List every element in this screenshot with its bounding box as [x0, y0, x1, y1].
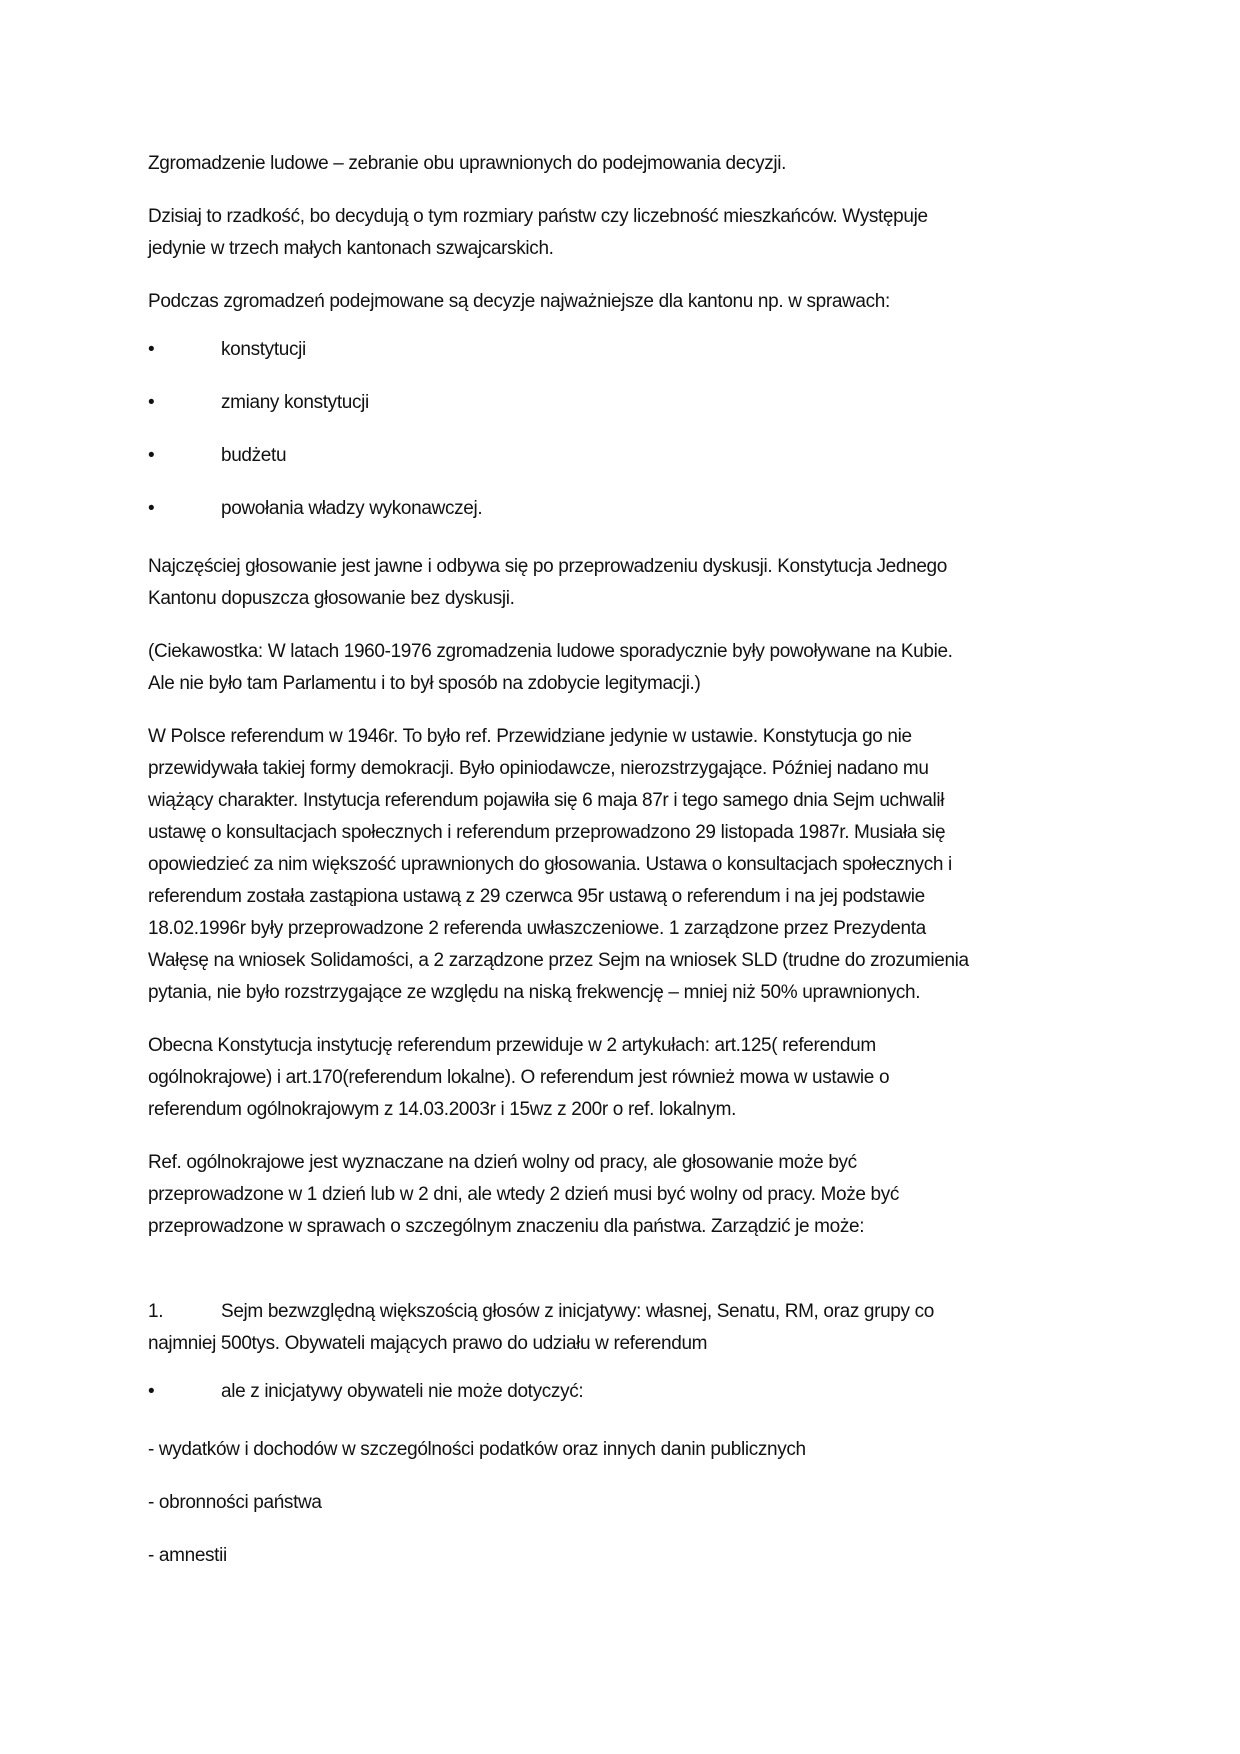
- dash-item: - amnestii: [148, 1545, 227, 1566]
- paragraph-constitution: Obecna Konstytucja instytucję referendum przewiduje w 2 artykułach: art.125( referendum ogólnokrajowe) i art.170(referendum lokalne). O referendum jest również mowa w ustawie o referendum ogólnokrajowym z 14.03.2003r i 15wz z 200r o ref. lokalnym.: [148, 1035, 890, 1120]
- list-item-restriction: • ale z inicjatywy obywateli nie może dotyczyć:: [148, 1381, 584, 1402]
- bullet-icon: •: [148, 392, 155, 413]
- paragraph-poland-history: W Polsce referendum w 1946r. To było ref. Przewidziane jedynie w ustawie. Konstytucja go nie przewidywała takiej formy demokracji. Było opiniodawcze, nierozstrzygające. Później nadano mu wiążący charakter. Instytucja referendum pojawiła się 6 maja 87r i tego samego dnia Sejm uchwalił ustawę o konsultacjach społecznych i referendum przeprowadzono 29 listopada 1987r. Musiała się opowiedzieć za nim większość uprawnionych do głosowania. Ustawa o konsultacjach społecznych i referendum została zastąpiona ustawą z 29 czerwca 95r ustawą o referendum i na jej podstawie 18.02.1996r były przeprowadzone 2 referenda uwłaszczeniowe. 1 zarządzone przez Prezydenta Wałęsę na wniosek Solidamości, a 2 zarządzone przez Sejm na wniosek SLD (trudne do zrozumienia pytania, nie było rozstrzygające ze względu na niską frekwencję – mniej niż 50% uprawnionych.: [148, 726, 969, 1003]
- numbered-item-sejm: 1. Sejm bezwzględną większością głosów z inicjatywy: własnej, Senatu, RM, oraz grupy co najmniej 500tys. Obywateli mających prawo do udziału w referendum: [148, 1296, 1088, 1360]
- dash-item: - obronności państwa: [148, 1492, 322, 1513]
- paragraph-trivia: (Ciekawostka: W latach 1960-1976 zgromadzenia ludowe sporadycznie były powoływane na Kubie. Ale nie było tam Parlamentu i to był sposób na zdobycie legitymacji.): [148, 641, 953, 694]
- number-marker: 1.: [148, 1301, 164, 1322]
- blank-line: [148, 1264, 1088, 1296]
- document-body: [148, 148, 1088, 1593]
- paragraph-rarity: Dzisiaj to rzadkość, bo decydują o tym rozmiary państw czy liczebność mieszkańców. Występuje jedynie w trzech małych kantonach szwajcarskich.: [148, 206, 928, 259]
- dash-item: - wydatków i dochodów w szczególności podatków oraz innych danin publicznych: [148, 1439, 806, 1460]
- paragraph-national-referendum: Ref. ogólnokrajowe jest wyznaczane na dzień wolny od pracy, ale głosowanie może być przeprowadzone w 1 dzień lub w 2 dni, ale wtedy 2 dzień musi być wolny od pracy. Może być przeprowadzone w sprawach o szczególnym znaczeniu dla państwa. Zarządzić je może:: [148, 1152, 900, 1237]
- list-item: • konstytucji: [148, 339, 306, 360]
- bullet-icon: •: [148, 498, 155, 519]
- list-item: • budżetu: [148, 445, 287, 466]
- paragraph-voting: Najczęściej głosowanie jest jawne i odbywa się po przeprowadzeniu dyskusji. Konstytucja Jednego Kantonu dopuszcza głosowanie bez dyskusji.: [148, 556, 947, 609]
- list-item: • zmiany konstytucji: [148, 392, 369, 413]
- bullet-icon: •: [148, 339, 155, 360]
- bullet-icon: •: [148, 1381, 155, 1402]
- list-item: • powołania władzy wykonawczej.: [148, 498, 483, 519]
- paragraph-definition: Zgromadzenie ludowe – zebranie obu uprawnionych do podejmowania decyzji.: [148, 153, 787, 174]
- paragraph-decisions-intro: Podczas zgromadzeń podejmowane są decyzje najważniejsze dla kantonu np. w sprawach:: [148, 291, 890, 312]
- bullet-list-matters: [148, 339, 1088, 530]
- bullet-icon: •: [148, 445, 155, 466]
